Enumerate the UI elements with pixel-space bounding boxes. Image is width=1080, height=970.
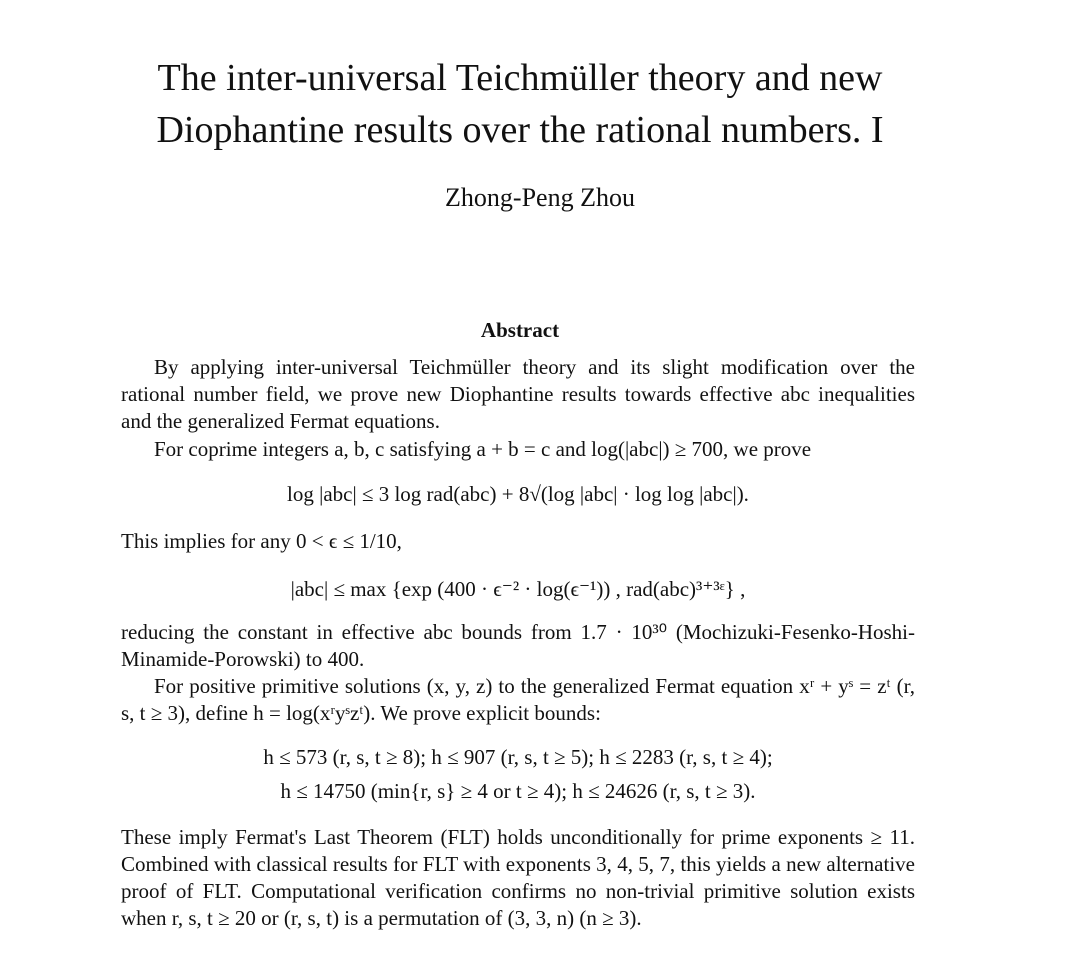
- equation-abc-bound: |abc| ≤ max {exp (400 · ϵ⁻² · log(ϵ⁻¹)) , rad(abc)³⁺³ᵋ} ,: [290, 577, 746, 601]
- equation-abc-inequality: log |abc| ≤ 3 log rad(abc) + 8√(log |abc| · log log |abc|).: [287, 482, 749, 506]
- abstract-paragraph-6: These imply Fermat's Last Theorem (FLT) holds unconditionally for prime exponents ≥ 11. Combined with classical results for FLT with exponents 3, 4, 5, 7, this yields a new alternative proof of FLT. Computational verification confirms no non-trivial primitive solution exists when r, s, t ≥ 20 or (r, s, t) is a permutation of (3, 3, n) (n ≥ 3).: [121, 825, 915, 930]
- abstract-paragraph-1: By applying inter-universal Teichmüller theory and its slight modification over the rational number field, we prove new Diophantine results towards effective abc inequalities and the generalized Fermat equations.: [121, 355, 915, 433]
- paper-title: [60, 52, 980, 156]
- title-line-1: The inter-universal Teichmüller theory and new: [157, 57, 883, 99]
- abstract-paragraph-4: reducing the constant in effective abc bounds from 1.7 · 10³⁰ (Mochizuki-Fesenko-Hoshi-Minamide-Porowski) to 400.: [121, 620, 915, 671]
- abstract-paragraph-2: For coprime integers a, b, c satisfying a + b = c and log(|abc|) ≥ 700, we prove: [154, 437, 812, 461]
- equation-fermat-bounds-line-1: h ≤ 573 (r, s, t ≥ 8); h ≤ 907 (r, s, t ≥ 5); h ≤ 2283 (r, s, t ≥ 4);: [263, 745, 773, 769]
- abstract-paragraph-3: This implies for any 0 < ϵ ≤ 1/10,: [121, 529, 402, 553]
- abstract-paragraph-5: For positive primitive solutions (x, y, z) to the generalized Fermat equation xʳ + yˢ = zᵗ (r, s, t ≥ 3), define h = log(xʳyˢzᵗ). We prove explicit bounds:: [121, 674, 915, 725]
- equation-fermat-bounds-line-2: h ≤ 14750 (min{r, s} ≥ 4 or t ≥ 4); h ≤ 24626 (r, s, t ≥ 3).: [280, 779, 756, 803]
- abstract-heading: Abstract: [480, 318, 560, 342]
- author-name: Zhong-Peng Zhou: [445, 183, 635, 212]
- title-line-2: Diophantine results over the rational numbers. I: [156, 109, 884, 151]
